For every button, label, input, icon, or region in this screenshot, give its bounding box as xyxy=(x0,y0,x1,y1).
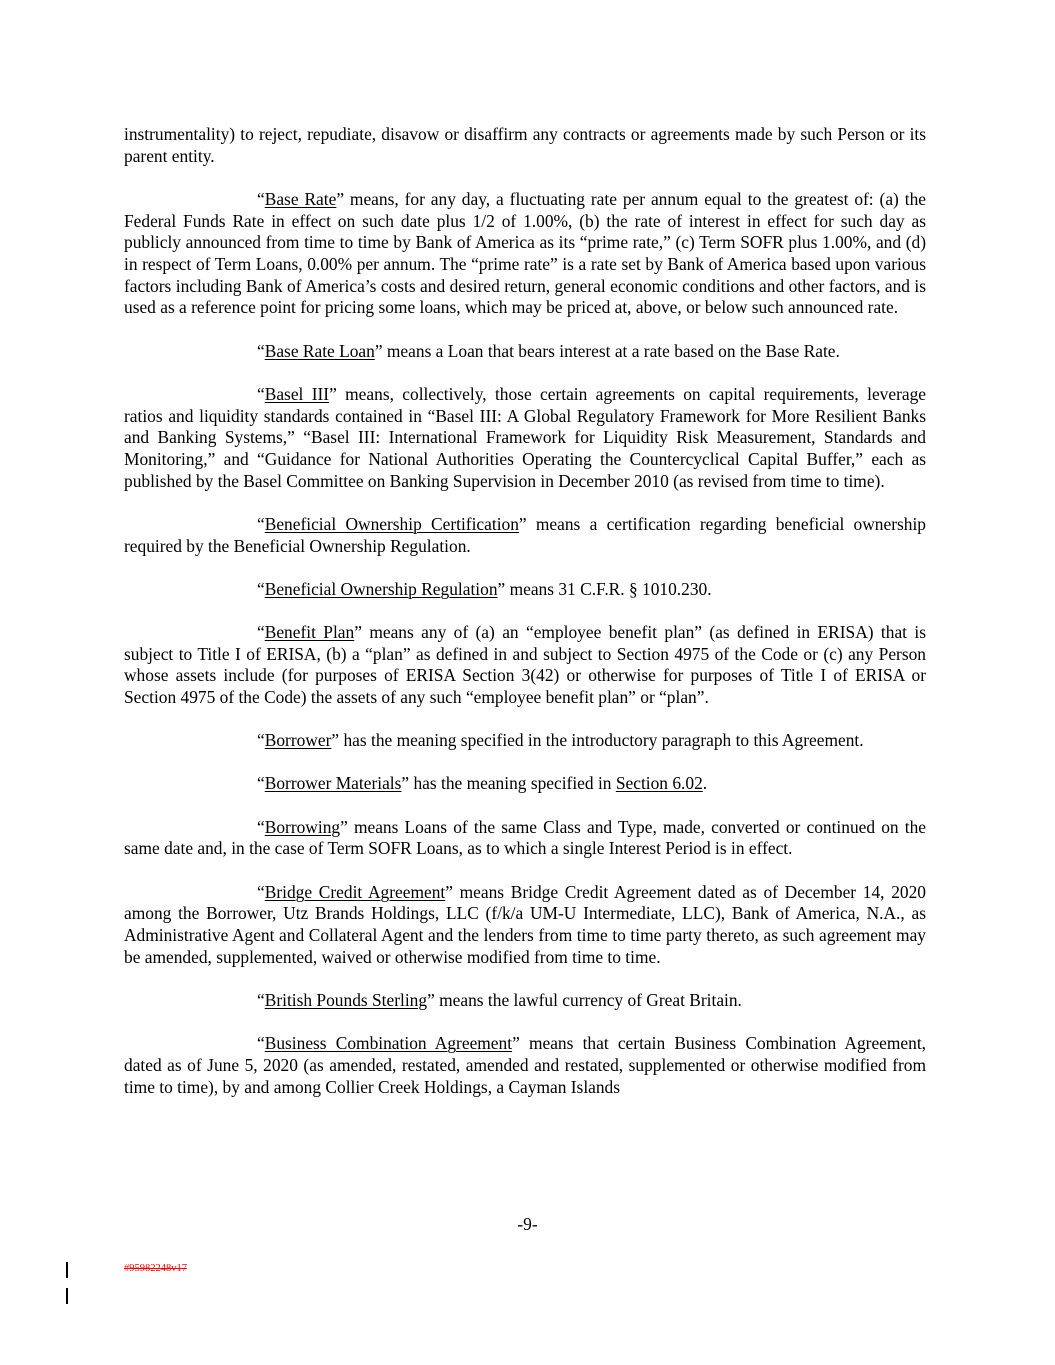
page-body xyxy=(124,124,926,1120)
defined-term: Basel III xyxy=(264,383,330,404)
definition-borrower: “Borrower” has the meaning specified in the introductory paragraph to this Agreement. xyxy=(257,730,864,751)
definition-base-rate: “Base Rate” means, for any day, a fluctuating rate per annum equal to the greatest of: (a) the Federal Funds Rate in effect on such date plus 1/2 of 1.00%, (b) the rate of interest in effect for such day as publicly announced from time to time by Bank of America as its “prime rate,” (c) Term SOFR plus 1.00%, and (d) in respect of Term Loans, 0.00% per annum. The “prime rate” is a rate set by Bank of America based upon various factors including Bank of America’s costs and desired return, general economic conditions and other factors, and is used as a reference point for pricing some loans, which may be priced at, above, or below such announced rate. xyxy=(124,188,926,318)
definition-beneficial-ownership-regulation: “Beneficial Ownership Regulation” means 31 C.F.R. § 1010.230. xyxy=(257,578,712,599)
page-number: -9- xyxy=(517,1214,538,1234)
definition-base-rate-loan: “Base Rate Loan” means a Loan that bears interest at a rate based on the Base Rate. xyxy=(257,340,840,361)
defined-term: Benefit Plan xyxy=(264,621,355,642)
defined-term: Bridge Credit Agreement xyxy=(264,881,446,902)
section-cross-reference: Section 6.02 xyxy=(615,773,703,794)
defined-term: Borrower xyxy=(264,730,332,751)
defined-term: Borrowing xyxy=(264,816,341,837)
definition-borrower-materials: “Borrower Materials” has the meaning specified in Section 6.02. xyxy=(257,773,708,794)
revision-change-bar xyxy=(66,1262,68,1278)
revision-change-bar xyxy=(66,1288,68,1304)
defined-term: Base Rate Loan xyxy=(264,340,375,361)
definition-benefit-plan: “Benefit Plan” means any of (a) an “employee benefit plan” (as defined in ERISA) that is subject to Title I of ERISA, (b) a “plan” as defined in and subject to Section 4975 of the Code or (c) any Person whose assets include (for purposes of ERISA Section 3(42) or otherwise for purposes of Title I of ERISA or Section 4975 of the Code) the assets of any such “employee benefit plan” or “plan”. xyxy=(124,621,926,708)
defined-term: Borrower Materials xyxy=(264,773,402,794)
defined-term: Business Combination Agreement xyxy=(264,1033,513,1054)
defined-term: Beneficial Ownership Regulation xyxy=(264,578,498,599)
defined-term: British Pounds Sterling xyxy=(264,989,428,1010)
document-id: #95982248v17 xyxy=(124,1263,187,1274)
definition-borrowing: “Borrowing” means Loans of the same Class and Type, made, converted or continued on the same date and, in the case of Term SOFR Loans, as to which a single Interest Period is in effect. xyxy=(124,816,926,859)
definition-beneficial-ownership-certification: “Beneficial Ownership Certification” means a certification regarding beneficial ownership required by the Beneficial Ownership Regulation. xyxy=(124,513,926,556)
defined-term: Beneficial Ownership Certification xyxy=(264,513,519,534)
definition-basel-iii: “Basel III” means, collectively, those certain agreements on capital requirements, leverage ratios and liquidity standards contained in “Basel III: A Global Regulatory Framework for More Resilient Banks and Banking Systems,” “Basel III: International Framework for Liquidity Risk Measurement, Standards and Monitoring,” and “Guidance for National Authorities Operating the Countercyclical Capital Buffer,” each as published by the Basel Committee on Banking Supervision in December 2010 (as revised from time to time). xyxy=(124,383,926,491)
definition-business-combination-agreement: “Business Combination Agreement” means that certain Business Combination Agreement, dated as of June 5, 2020 (as amended, restated, amended and restated, supplemented or otherwise modified from time to time), by and among Collier Creek Holdings, a Cayman Islands xyxy=(124,1033,926,1097)
definition-british-pounds-sterling: “British Pounds Sterling” means the lawful currency of Great Britain. xyxy=(257,989,742,1010)
defined-term: Base Rate xyxy=(264,188,337,209)
continuation-paragraph: instrumentality) to reject, repudiate, disavow or disaffirm any contracts or agreements made by such Person or its parent entity. xyxy=(124,124,926,166)
definition-bridge-credit-agreement: “Bridge Credit Agreement” means Bridge Credit Agreement dated as of December 14, 2020 among the Borrower, Utz Brands Holdings, LLC (f/k/a UM-U Intermediate, LLC), Bank of America, N.A., as Administrative Agent and Collateral Agent and the lenders from time to time party thereto, as such agreement may be amended, supplemented, waived or otherwise modified from time to time. xyxy=(124,881,926,967)
